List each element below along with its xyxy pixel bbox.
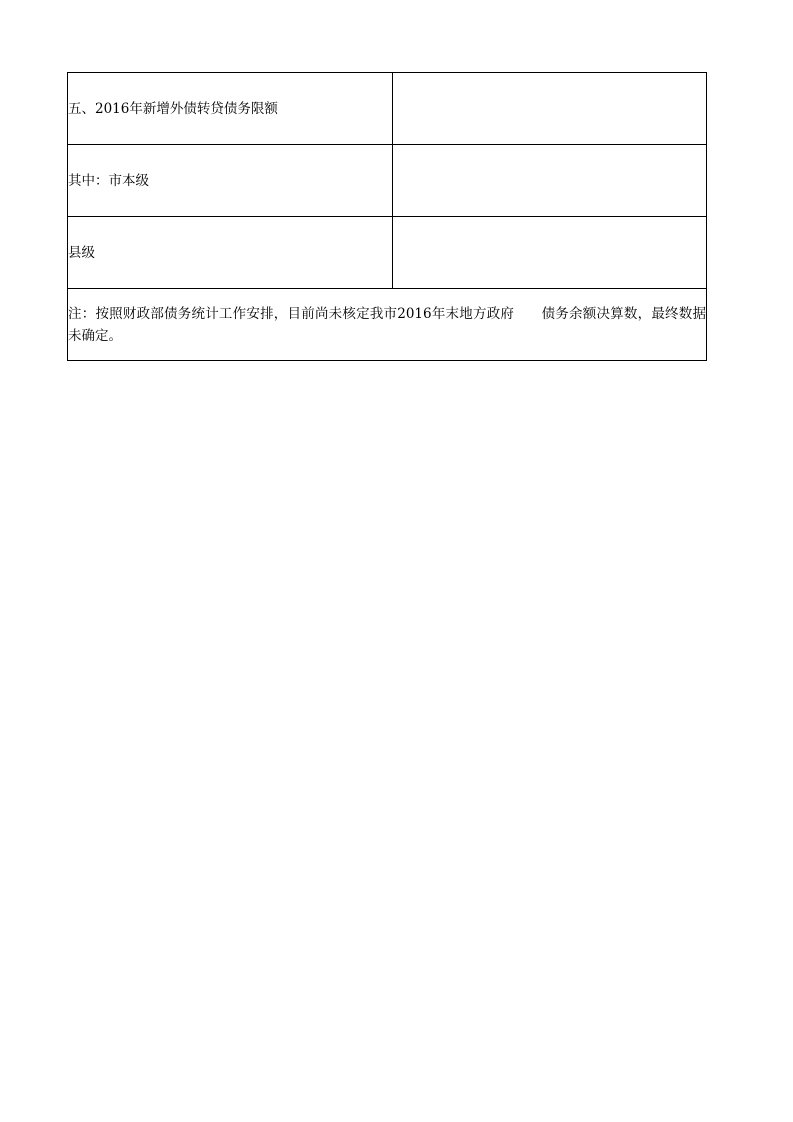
table-row <box>68 145 707 217</box>
row-label-new-foreign-debt: 五、2016年新增外债转贷债务限额 <box>68 73 393 145</box>
row-label-county-level: 县级 <box>68 217 393 289</box>
table-row <box>68 73 707 145</box>
table-row <box>68 217 707 289</box>
note-row <box>68 289 707 361</box>
table-note: 注：按照财政部债务统计工作安排，目前尚未核定我市2016年末地方政府 债务余额决算数，最终数据未确定。 <box>68 289 707 361</box>
row-label-city-level: 其中：市本级 <box>68 145 393 217</box>
debt-limit-table <box>67 72 707 361</box>
row-value-new-foreign-debt <box>393 73 707 145</box>
row-value-city-level <box>393 145 707 217</box>
row-value-county-level <box>393 217 707 289</box>
